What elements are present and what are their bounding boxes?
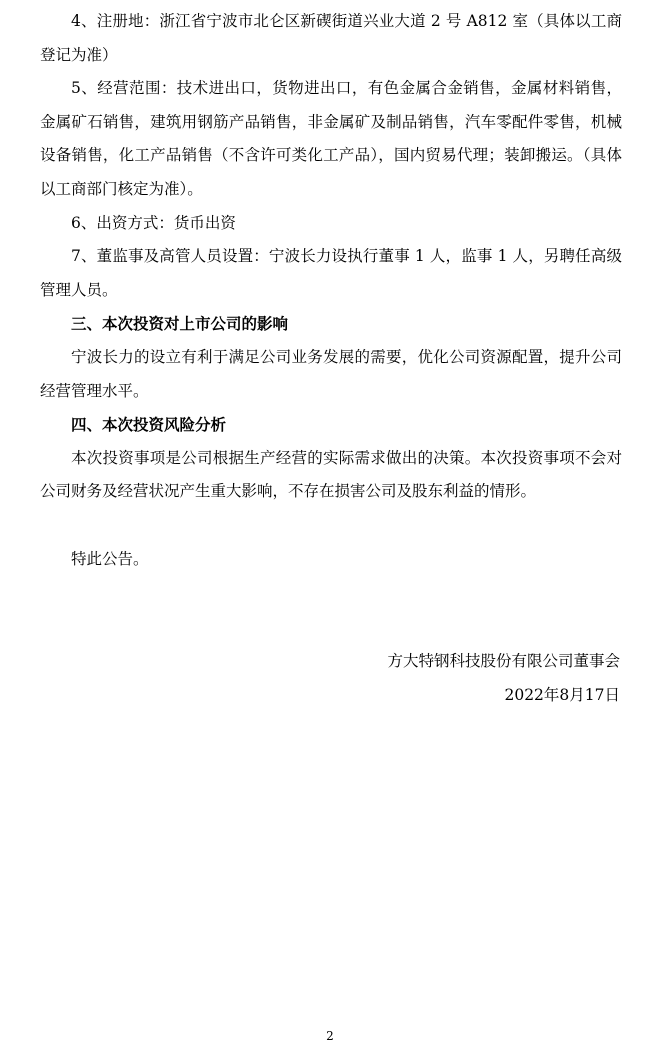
section-heading-risk: 四、本次投资风险分析 bbox=[71, 415, 227, 435]
section-heading-impact: 三、本次投资对上市公司的影响 bbox=[71, 314, 289, 334]
item-business-scope: 5、经营范围：技术进出口，货物进出口，有色金属合金销售，金属材料销售，金属矿石销售，建筑用钢筋产品销售，非金属矿及制品销售，汽车零配件零售，机械设备销售，化工产品销售（不含许可类化工产品），国内贸易代理；装卸搬运。（具体以工商部门核定为准）。 bbox=[40, 79, 622, 198]
signature-date: 2022年8月17日 bbox=[504, 686, 620, 704]
document-body bbox=[40, 5, 622, 576]
closing-announcement: 特此公告。 bbox=[71, 549, 149, 568]
page-number: 2 bbox=[326, 1029, 334, 1043]
item-registered-address: 4、注册地：浙江省宁波市北仑区新碶街道兴业大道 2 号 A812 室（具体以工商登记为准） bbox=[40, 12, 622, 64]
item-contribution-method: 6、出资方式：货币出资 bbox=[71, 213, 236, 232]
risk-paragraph: 本次投资事项是公司根据生产经营的实际需求做出的决策。本次投资事项不会对公司财务及经营状况产生重大影响，不存在损害公司及股东利益的情形。 bbox=[40, 448, 622, 501]
blank-line bbox=[40, 509, 622, 543]
item-management-setup: 7、董监事及高管人员设置：宁波长力设执行董事 1 人，监事 1 人，另聘任高级管理人员。 bbox=[40, 247, 622, 299]
signature-block bbox=[387, 644, 620, 712]
impact-paragraph: 宁波长力的设立有利于满足公司业务发展的需要，优化公司资源配置，提升公司经营管理水平。 bbox=[40, 347, 622, 400]
signature-company: 方大特钢科技股份有限公司董事会 bbox=[387, 652, 620, 670]
